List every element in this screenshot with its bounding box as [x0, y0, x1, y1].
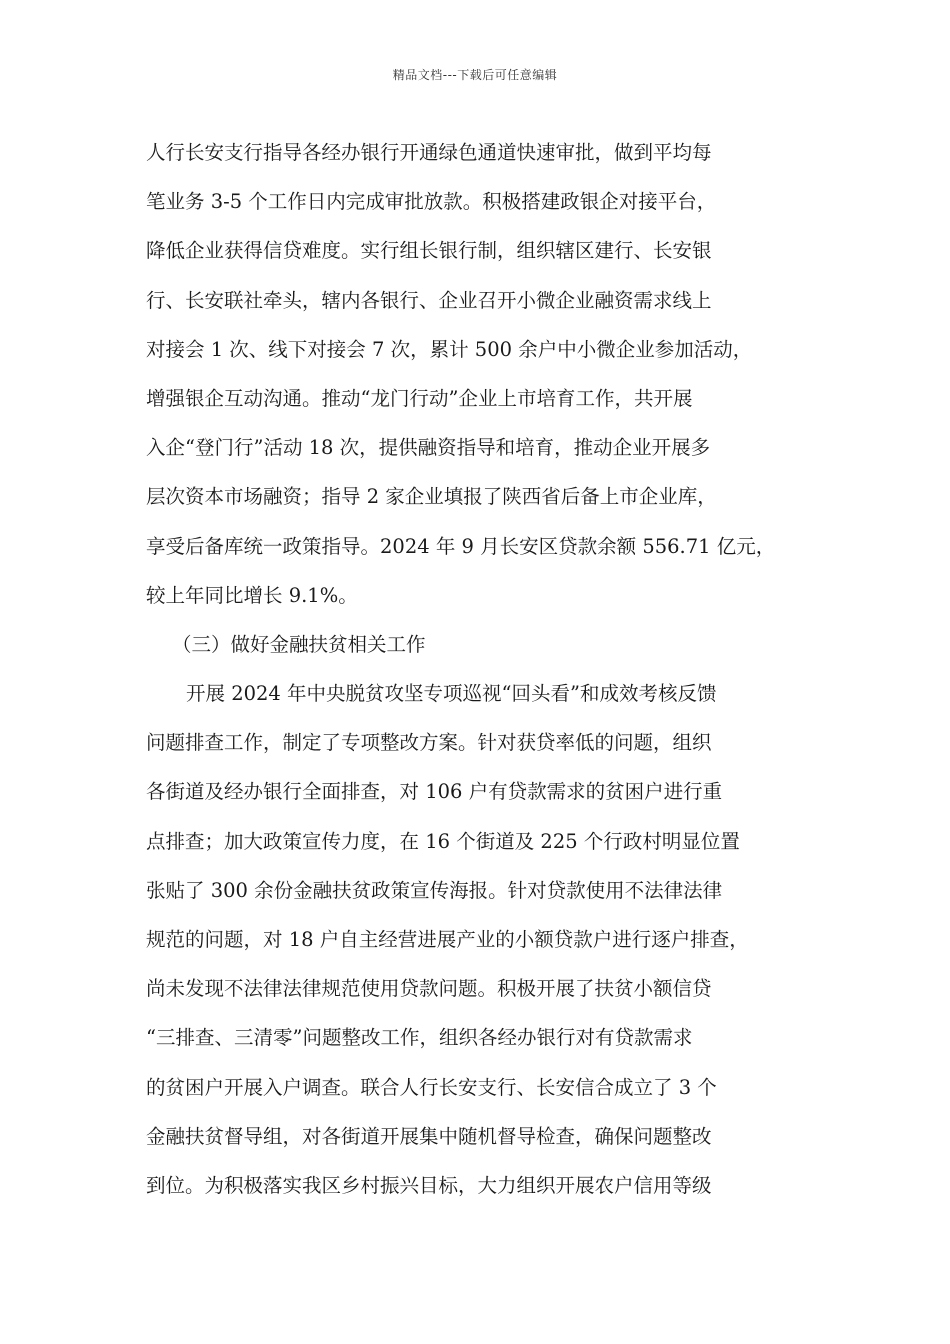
document-body: [146, 128, 814, 1210]
paragraph-line: 增强银企互动沟通。推动“龙门行动”企业上市培育工作，共开展: [146, 386, 693, 410]
paragraph-line: 层次资本市场融资；指导 2 家企业填报了陕西省后备上市企业库，: [146, 485, 717, 509]
paragraph-line: 人行长安支行指导各经办银行开通绿色通道快速审批，做到平均每: [146, 141, 712, 164]
page-header: 精品文档---下载后可任意编辑: [392, 68, 558, 82]
paragraph-line: 享受后备库统一政策指导。2024 年 9 月长安区贷款余额 556.71 亿元，: [146, 534, 776, 558]
paragraph-line: 对接会 1 次、线下对接会 7 次，累计 500 余户中小微企业参加活动，: [146, 337, 753, 361]
paragraph-line: 各街道及经办银行全面排查，对 106 户有贷款需求的贫困户进行重: [146, 780, 723, 804]
paragraph-line: 行、长安联社牵头，辖内各银行、企业召开小微企业融资需求线上: [146, 288, 712, 312]
section-heading: （三）做好金融扶贫相关工作: [172, 632, 426, 656]
paragraph-line: 规范的问题，对 18 户自主经营进展产业的小额贷款户进行逐户排查，: [146, 928, 749, 951]
paragraph-line: 入企“登门行”活动 18 次，提供融资指导和培育，推动企业开展多: [146, 436, 711, 460]
paragraph-line: 张贴了 300 余份金融扶贫政策宣传海报。针对贷款使用不法律法律: [146, 878, 723, 902]
paragraph-line: 问题排查工作，制定了专项整改方案。针对获贷率低的问题，组织: [146, 731, 712, 755]
paragraph-line: 的贫困户开展入户调查。联合人行长安支行、长安信合成立了 3 个: [146, 1075, 717, 1099]
paragraph-line: 尚未发现不法律法律规范使用贷款问题。积极开展了扶贫小额信贷: [146, 977, 712, 1001]
paragraph-line: 笔业务 3-5 个工作日内完成审批放款。积极搭建政银企对接平台，: [146, 190, 717, 214]
paragraph-line: 开展 2024 年中央脱贫攻坚专项巡视“回头看”和成效考核反馈: [186, 682, 717, 706]
paragraph-line: 降低企业获得信贷难度。实行组长银行制，组织辖区建行、长安银: [146, 239, 712, 263]
paragraph-line: 点排查；加大政策宣传力度，在 16 个街道及 225 个行政村明显位置: [146, 829, 740, 853]
paragraph-line: “三排查、三清零”问题整改工作，组织各经办银行对有贷款需求: [146, 1026, 693, 1050]
paragraph-line: 到位。为积极落实我区乡村振兴目标，大力组织开展农户信用等级: [146, 1173, 712, 1197]
paragraph-line: 金融扶贫督导组，对各街道开展集中随机督导检查，确保问题整改: [146, 1124, 712, 1148]
paragraph-line: 较上年同比增长 9.1%。: [146, 583, 358, 607]
